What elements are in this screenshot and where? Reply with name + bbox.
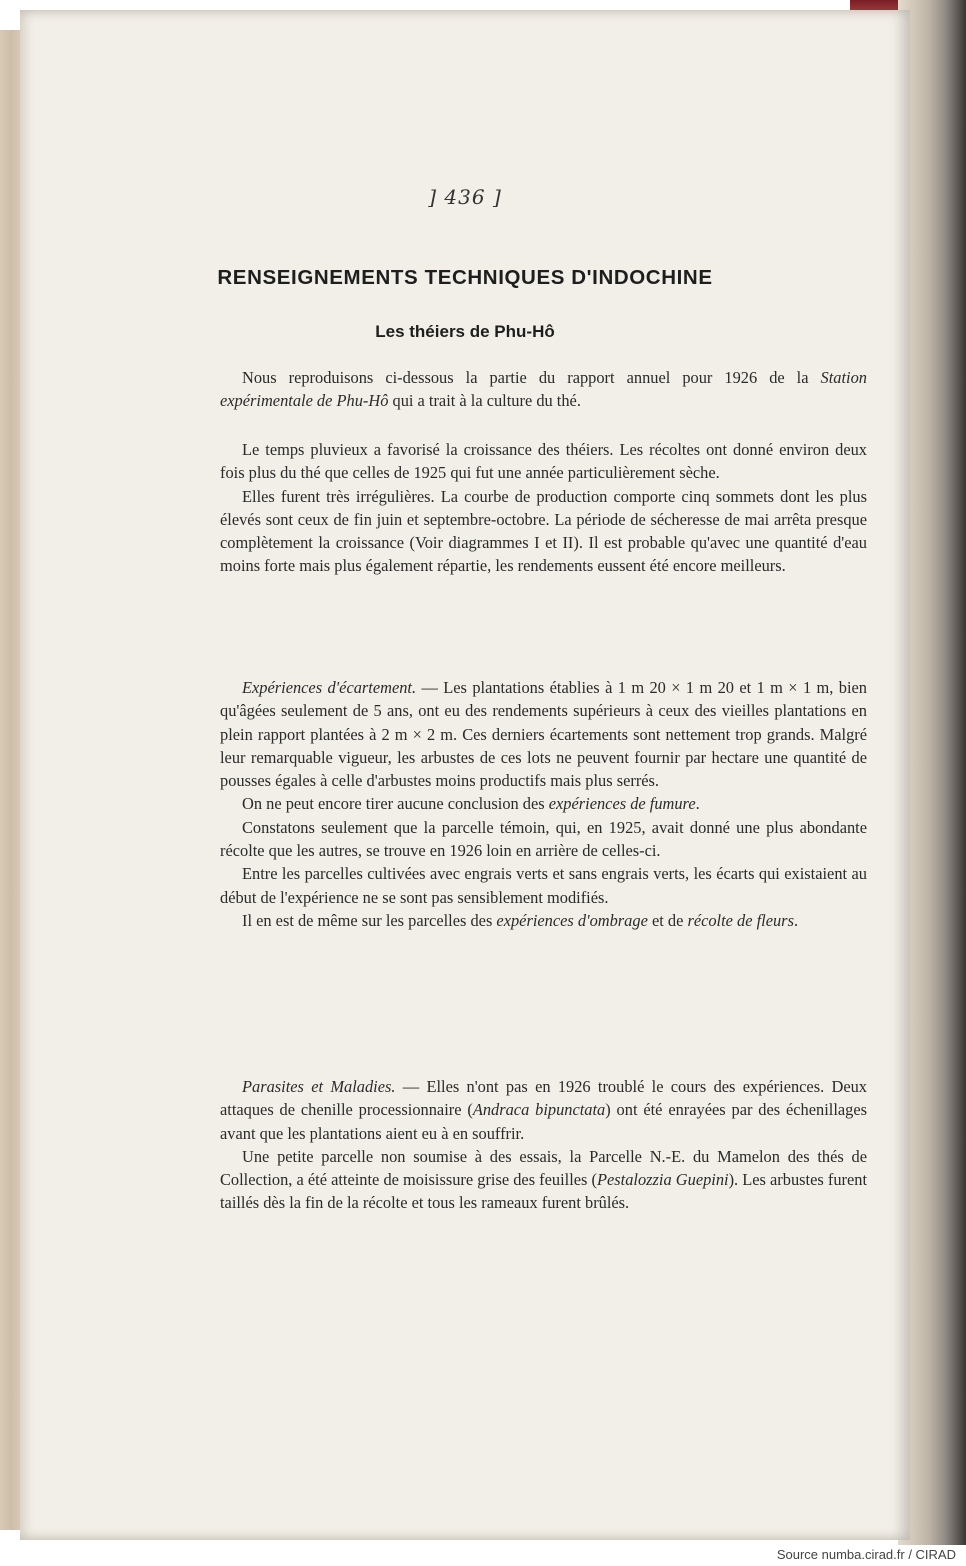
article-subtitle: Les théiers de Phu-Hô bbox=[375, 322, 555, 341]
spacing-heading: Expériences d'écartement. bbox=[242, 678, 417, 697]
shade-text-mid: et de bbox=[647, 910, 688, 930]
parasites-section bbox=[220, 1075, 867, 1215]
page-number: ] 436 ] bbox=[428, 185, 502, 209]
fertilizer-paragraph bbox=[220, 792, 867, 815]
spacing-section bbox=[220, 676, 867, 932]
species-name: Andraca bipunctata bbox=[472, 1100, 606, 1120]
mold-text-end: ). Les arbustes furent taillés dès la fin de la récolte et tous les rameaux furent brûlés. bbox=[220, 1170, 867, 1213]
shade-text: Il en est de même sur les parcelles des bbox=[242, 910, 497, 930]
page-title: RENSEIGNEMENTS TECHNIQUES D'INDOCHINE bbox=[217, 266, 713, 289]
spacing-paragraph bbox=[220, 676, 867, 792]
fertilizer-text: On ne peut encore tirer aucune conclusion des bbox=[242, 794, 549, 814]
shade-term: expériences d'ombrage bbox=[496, 910, 648, 930]
parasites-text: — Elles n'ont pas en 1926 troublé le cours des expériences. Deux attaques de chenille processionnaire ( bbox=[220, 1077, 867, 1120]
parasites-text-end: ) ont été enrayées par des échenillages avant que les plantations aient eu à en souffrir. bbox=[220, 1100, 868, 1143]
mold-text: Une petite parcelle non soumise à des essais, la Parcelle N.-E. du Mamelon des thés de Collection, a été atteinte de moisissure grise des feuilles ( bbox=[220, 1146, 867, 1190]
station-name: Station expérimentale de Phu-Hô bbox=[220, 368, 867, 411]
fungus-name: Pestalozzia Guepini bbox=[597, 1170, 729, 1190]
intro-paragraph bbox=[220, 366, 867, 413]
flower-harvest-term: récolte de fleurs bbox=[687, 910, 794, 930]
fertilizer-term: expériences de fumure bbox=[548, 794, 696, 814]
source-credit: Source numba.cirad.fr / CIRAD bbox=[776, 1547, 956, 1562]
harvest-paragraph: Elles furent très irrégulières. La courbe de production comporte cinq sommets dont les plus élevés sont ceux de fin juin et septembre-octobre. La période de sécheresse de mai arrêta presque complètement la croissance (Voir diagrammes I et II). Il est probable qu'avec une quantité d'eau moins forte mais plus également répartie, les rendements eussent été encore meilleurs. bbox=[220, 486, 867, 576]
green-manure-paragraph: Entre les parcelles cultivées avec engrais verts et sans engrais verts, les écarts qui existaient au début de l'expérience ne se sont pas sensiblement modifiés. bbox=[220, 864, 867, 907]
intro-text: Nous reproduisons ci-dessous la partie du rapport annuel pour 1926 de la bbox=[242, 368, 821, 387]
mold-paragraph bbox=[220, 1145, 867, 1215]
intro-text-end: qui a trait à la culture du thé. bbox=[388, 391, 581, 411]
parasites-heading: Parasites et Maladies. bbox=[242, 1077, 396, 1096]
weather-paragraph: Le temps pluvieux a favorisé la croissance des théiers. Les récoltes ont donné environ deux fois plus du thé que celles de 1925 qui fut une année particulièrement sèche. bbox=[220, 440, 867, 483]
parasites-paragraph bbox=[220, 1075, 867, 1145]
spacing-text: — Les plantations établies à 1 m 20 × 1 m 20 et 1 m × 1 m, bien qu'âgées seulement de 5 ans, ont eu des rendements supérieurs à ceux des vieilles plantations en plein rapport plantées à 2 m × 2 m. Ces derniers écartements sont nettement trop grands. Malgré leur remarquable vigueur, les arbustes de ces lots ne peuvent fournir par hectare une quantité de pousses égales à celle d'arbustes moins productifs mais plus serrés. bbox=[220, 678, 867, 791]
weather-section bbox=[220, 438, 867, 578]
shade-paragraph bbox=[220, 909, 867, 932]
control-plot-paragraph: Constatons seulement que la parcelle témoin, qui, en 1925, avait donné une plus abondante récolte que les autres, se trouve en 1926 loin en arrière de celles-ci. bbox=[220, 817, 867, 861]
fertilizer-text-end: . bbox=[695, 794, 700, 814]
shade-text-end: . bbox=[793, 910, 799, 930]
scanned-page bbox=[20, 10, 910, 1540]
